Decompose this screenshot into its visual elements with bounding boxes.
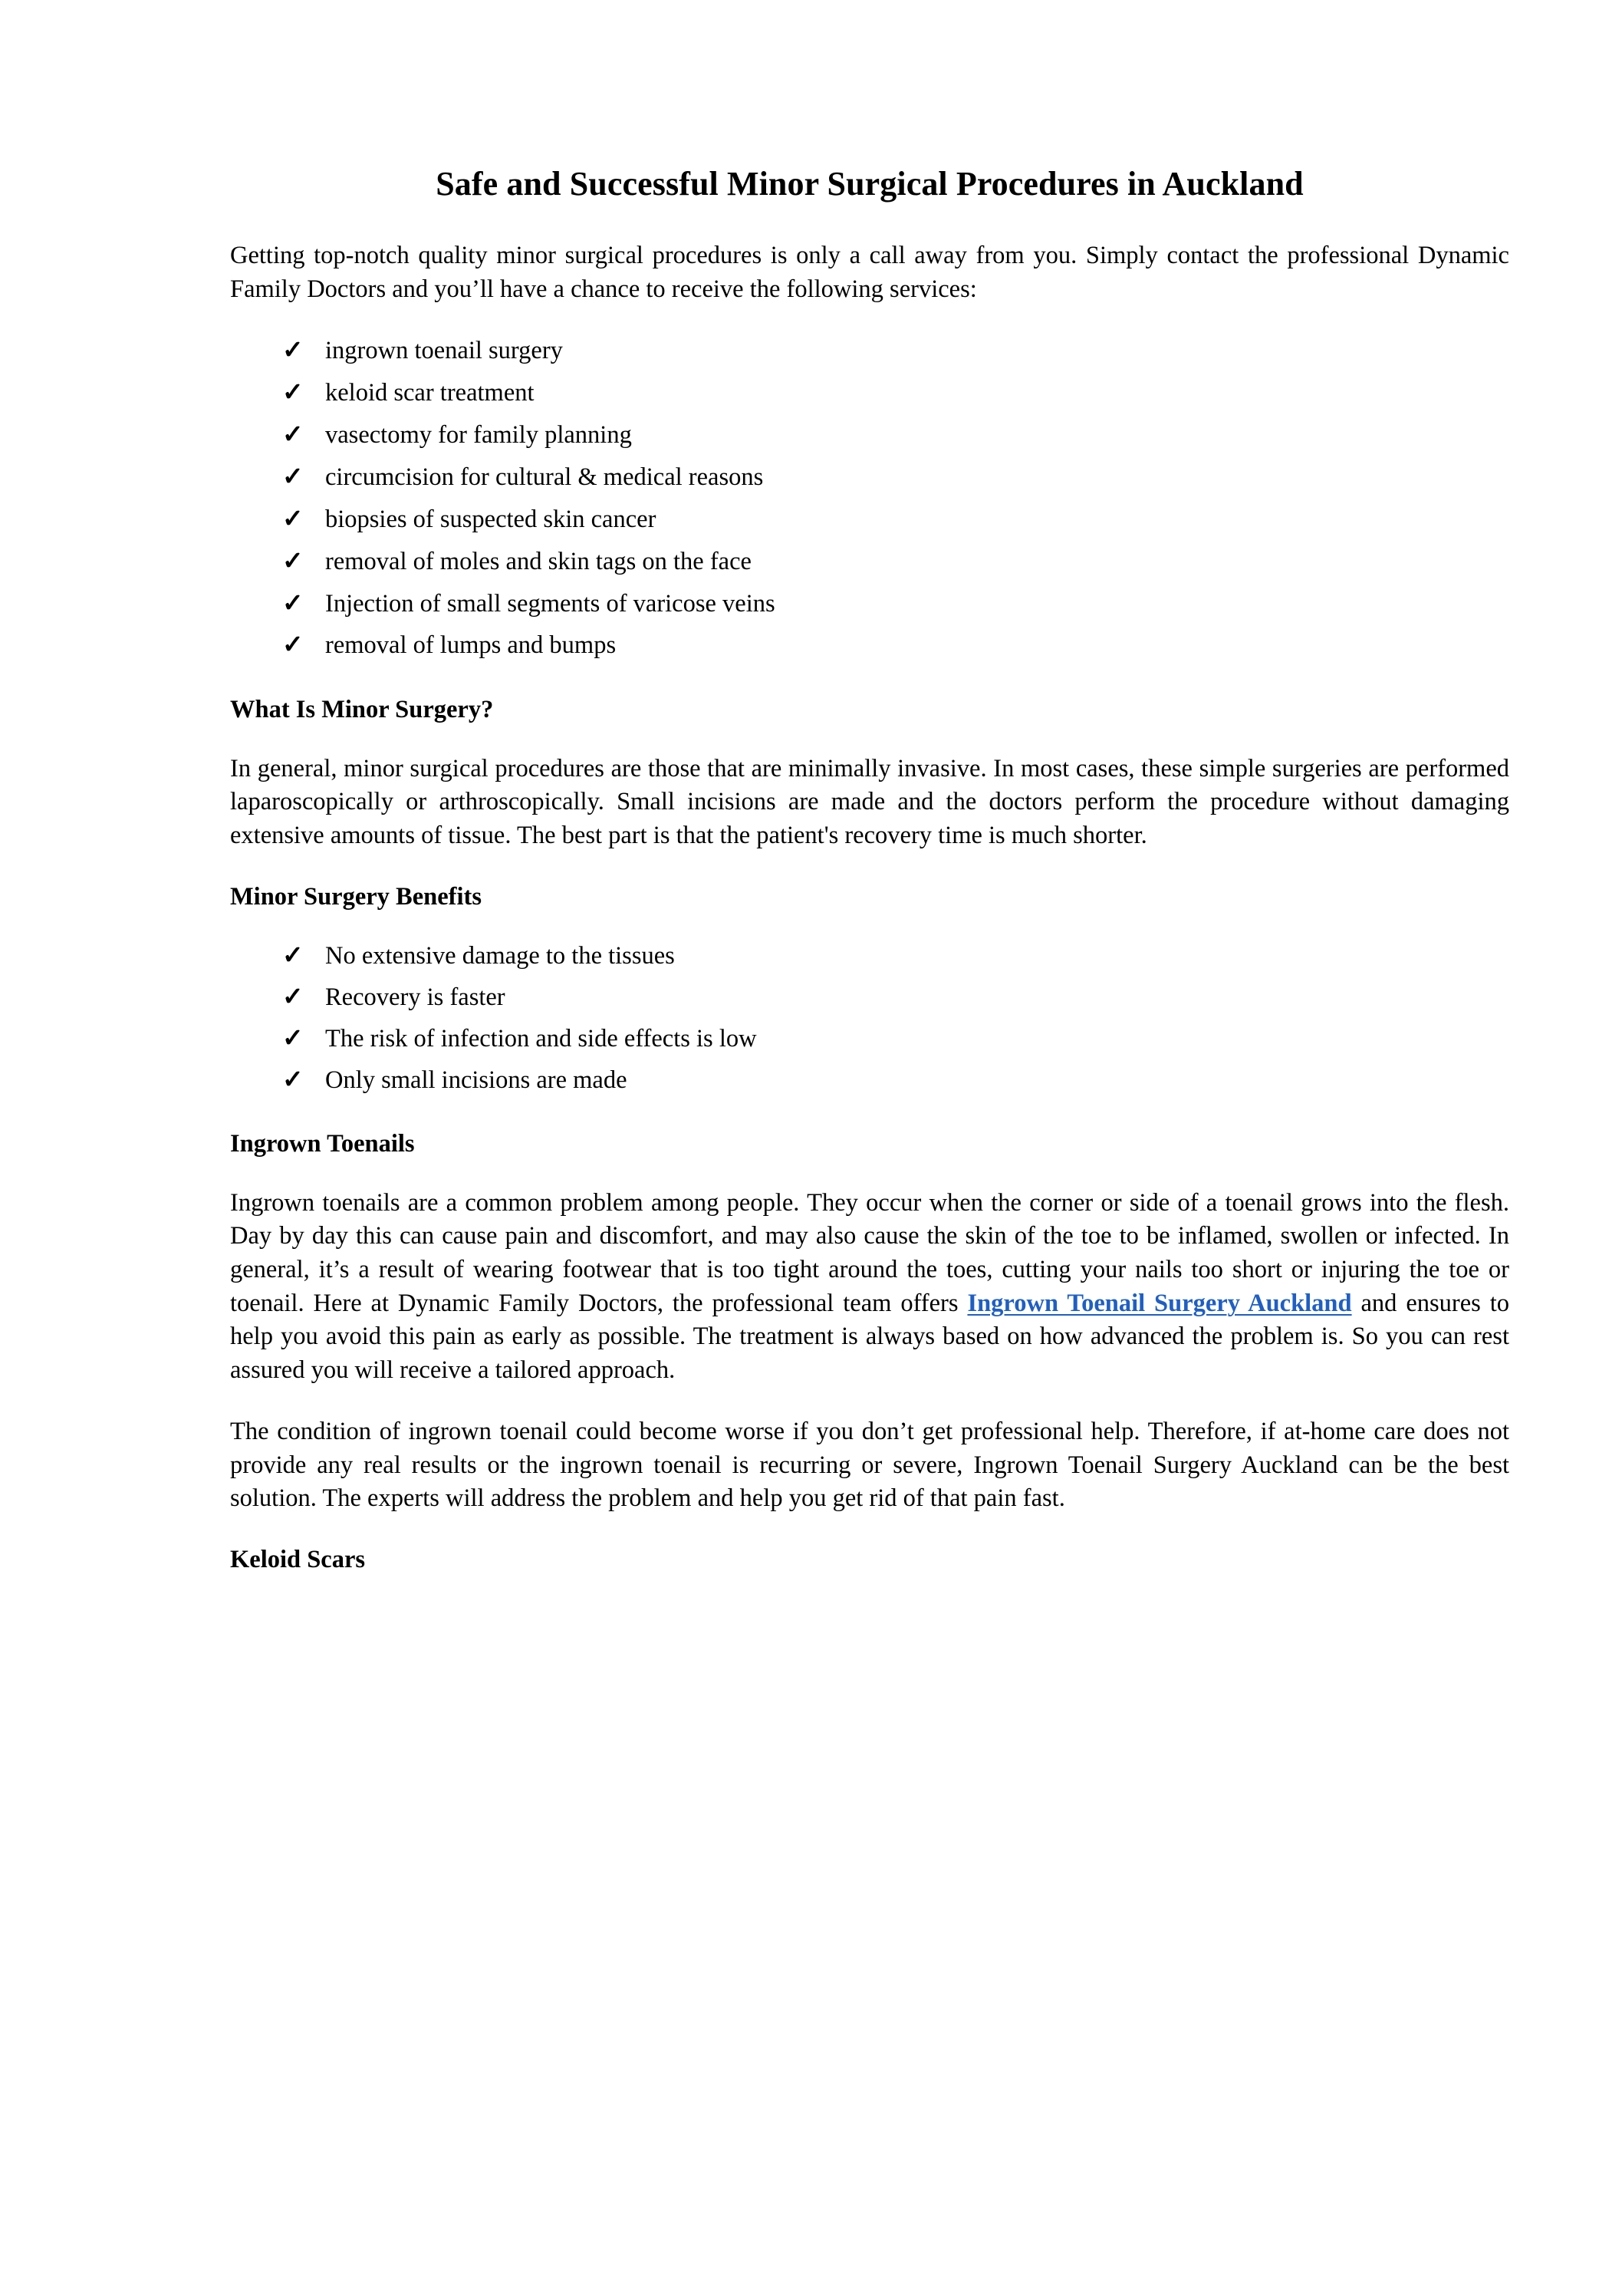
list-item-label: Injection of small segments of varicose veins — [325, 589, 775, 618]
paragraph-text-after-link: and ensures to help you avoid this pain as early as possible. The treatment is always based on how advanced the problem is. So you can rest assured you will receive a tailored approach. — [230, 1289, 1509, 1385]
list-item — [282, 1063, 1509, 1098]
check-icon: ✓ — [282, 631, 304, 660]
check-icon: ✓ — [282, 983, 304, 1011]
section-heading-keloid-scars: Keloid Scars — [230, 1546, 366, 1573]
check-icon: ✓ — [282, 421, 304, 450]
check-icon: ✓ — [282, 941, 304, 970]
section-heading-ingrown-toenails: Ingrown Toenails — [230, 1130, 415, 1158]
list-item — [282, 980, 1509, 1015]
ingrown-toenail-surgery-auckland-link[interactable]: Ingrown Toenail Surgery Auckland — [967, 1289, 1352, 1317]
list-item — [282, 502, 1509, 537]
list-item — [282, 418, 1509, 453]
list-item-label: biopsies of suspected skin cancer — [325, 505, 656, 533]
list-item — [282, 545, 1509, 579]
section-heading-what-is-minor-surgery: What Is Minor Surgery? — [230, 696, 494, 724]
ingrown-toenails-paragraph-1 — [230, 1187, 1509, 1388]
list-item — [282, 334, 1509, 368]
list-item-label: removal of lumps and bumps — [325, 631, 617, 660]
list-item-label: Only small incisions are made — [325, 1066, 627, 1094]
document-content — [230, 164, 1509, 1576]
list-item — [282, 628, 1509, 663]
intro-paragraph: Getting top-notch quality minor surgical procedures is only a call away from you. Simply contact the professional Dynamic Family Doctors and you’ll have a chance to receive the following services: — [230, 241, 1509, 303]
list-item — [282, 1022, 1509, 1056]
list-item-label: Recovery is faster — [325, 983, 505, 1011]
list-item-label: ingrown toenail surgery — [325, 337, 563, 365]
check-icon: ✓ — [282, 379, 304, 407]
list-item-label: removal of moles and skin tags on the face — [325, 547, 752, 575]
check-icon: ✓ — [282, 463, 304, 491]
list-item-label: No extensive damage to the tissues — [325, 941, 675, 970]
section-heading-minor-surgery-benefits: Minor Surgery Benefits — [230, 882, 482, 911]
list-item — [282, 939, 1509, 973]
check-icon: ✓ — [282, 547, 304, 575]
list-item-label: keloid scar treatment — [325, 379, 535, 407]
check-icon: ✓ — [282, 505, 304, 533]
check-icon: ✓ — [282, 1066, 304, 1094]
ingrown-toenails-paragraph-2: The condition of ingrown toenail could become worse if you don’t get professional help. Therefore, if at-home care does not provide any real results or the ingrown toenail is recurring or severe, Ingrown Toenail Surgery Auckland can be the best solution. The experts will address the problem and help you get rid of that pain fast. — [230, 1417, 1509, 1513]
what-is-minor-surgery-paragraph: In general, minor surgical procedures are those that are minimally invasive. In most cases, these simple surgeries are performed laparoscopically or arthroscopically. Small incisions are made and the doctors perform the procedure without damaging extensive amounts of tissue. The best part is that the patient's recovery time is much shorter. — [230, 754, 1509, 849]
check-icon: ✓ — [282, 337, 304, 365]
list-item-label: The risk of infection and side effects is low — [325, 1024, 757, 1052]
list-item — [282, 587, 1509, 621]
check-icon: ✓ — [282, 589, 304, 618]
list-item — [282, 376, 1509, 410]
list-item-label: vasectomy for family planning — [325, 421, 632, 450]
check-icon: ✓ — [282, 1024, 304, 1052]
list-item — [282, 460, 1509, 495]
paragraph-text-before-link: Ingrown toenails are a common problem among people. They occur when the corner or side of a toenail grows into the flesh. Day by day this can cause pain and discomfort, and may also cause the skin of the toe to be inflamed, swollen or infected. In general, it’s a result of wearing footwear that is too tight around the toes, cutting your nails too short or injuring the toe or toenail. Here at Dynamic Family Doctors, the professional team offers — [230, 1188, 1509, 1317]
services-check-list — [230, 334, 1509, 663]
page-title: Safe and Successful Minor Surgical Procedures in Auckland — [436, 165, 1304, 203]
list-item-label: circumcision for cultural & medical reasons — [325, 463, 764, 491]
benefits-check-list — [230, 939, 1509, 1098]
